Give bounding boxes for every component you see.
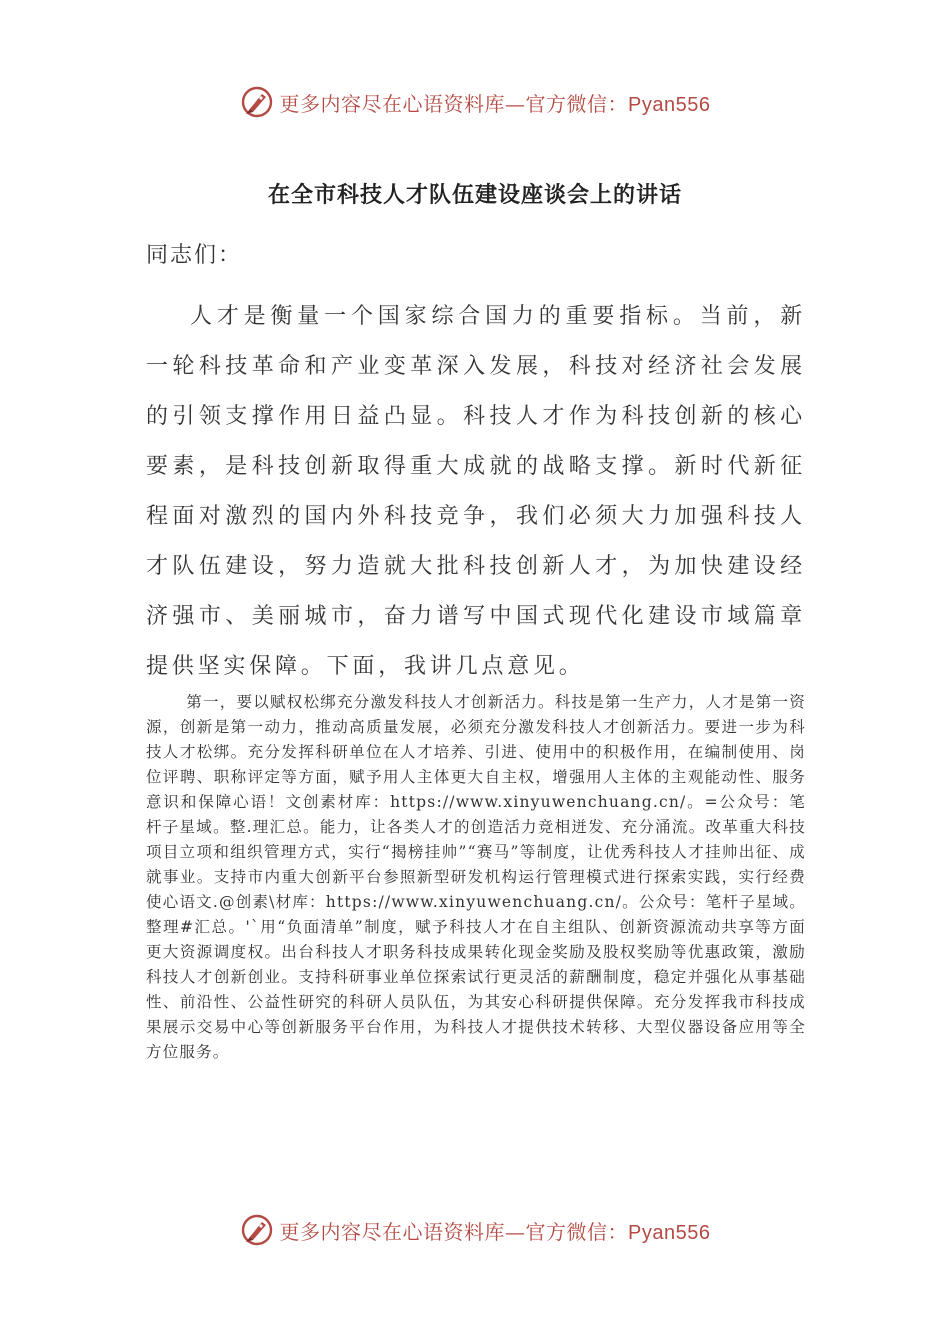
header-banner	[0, 82, 950, 122]
banner-wechat-handle: Pyan556	[628, 1221, 711, 1244]
section-one-paragraph: 第一，要以赋权松绑充分激发科技人才创新活力。科技是第一生产力，人才是第一资源，创新是第一动力，推动高质量发展，必须充分激发科技人才创新活力。要进一步为科技人才松绑。充分发挥科研单位在人才培养、引进、使用中的积极作用，在编制使用、岗位评聘、职称评定等方面，赋予用人主体更大自主权，增强用人主体的主观能动性、服务意识和保障心语！文创素材库：https://www.xinyuwenchuang.cn/。=公众号：笔杆子星域。整.理汇总。能力，让各类人才的创造活力竞相迸发、充分涌流。改革重大科技项目立项和组织管理方式，实行“揭榜挂帅”“赛马”等制度，让优秀科技人才挂帅出征、成就事业。支持市内重大创新平台参照新型研发机构运行管理模式进行探索实践，实行经费使心语文.@创素\材库：https://www.xinyuwenchuang.cn/。公众号：笔杆子星域。整理#汇总。'`用“负面清单”制度，赋予科技人才在自主组队、创新资源流动共享等方面更大资源调度权。出台科技人才职务科技成果转化现金奖励及股权奖励等优惠政策，激励科技人才创新创业。支持科研事业单位探索试行更灵活的薪酬制度，稳定并强化从事基础性、前沿性、公益性研究的科研人员队伍，为其安心科研提供保障。充分发挥我市科技成果展示交易中心等创新服务平台作用，为科技人才提供技术转移、大型仪器设备应用等全方位服务。	[146, 693, 806, 1061]
banner-wechat-handle: Pyan556	[628, 93, 711, 116]
footer-banner	[0, 1210, 950, 1250]
banner-label: 更多内容尽在心语资料库—官方微信：	[279, 91, 629, 116]
pen-nib-logo-icon	[240, 85, 274, 119]
banner-text	[280, 1216, 711, 1245]
greeting: 同志们：	[146, 243, 243, 268]
intro-paragraph: 人才是衡量一个国家综合国力的重要指标。当前，新一轮科技革命和产业变革深入发展，科技对经济社会发展的引领支撑作用日益凸显。科技人才作为科技创新的核心要素，是科技创新取得重大成就的战略支撑。新时代新征程面对激烈的国内外科技竞争，我们必须大力加强科技人才队伍建设，努力造就大批科技创新人才，为加快建设经济强市、美丽城市，奋力谱写中国式现代化建设市域篇章提供坚实保障。下面，我讲几点意见。	[146, 304, 806, 679]
banner-text	[280, 88, 711, 117]
pen-nib-logo-icon	[240, 1213, 274, 1247]
page-title: 在全市科技人才队伍建设座谈会上的讲话	[267, 183, 682, 208]
banner-label: 更多内容尽在心语资料库—官方微信：	[279, 1219, 629, 1244]
